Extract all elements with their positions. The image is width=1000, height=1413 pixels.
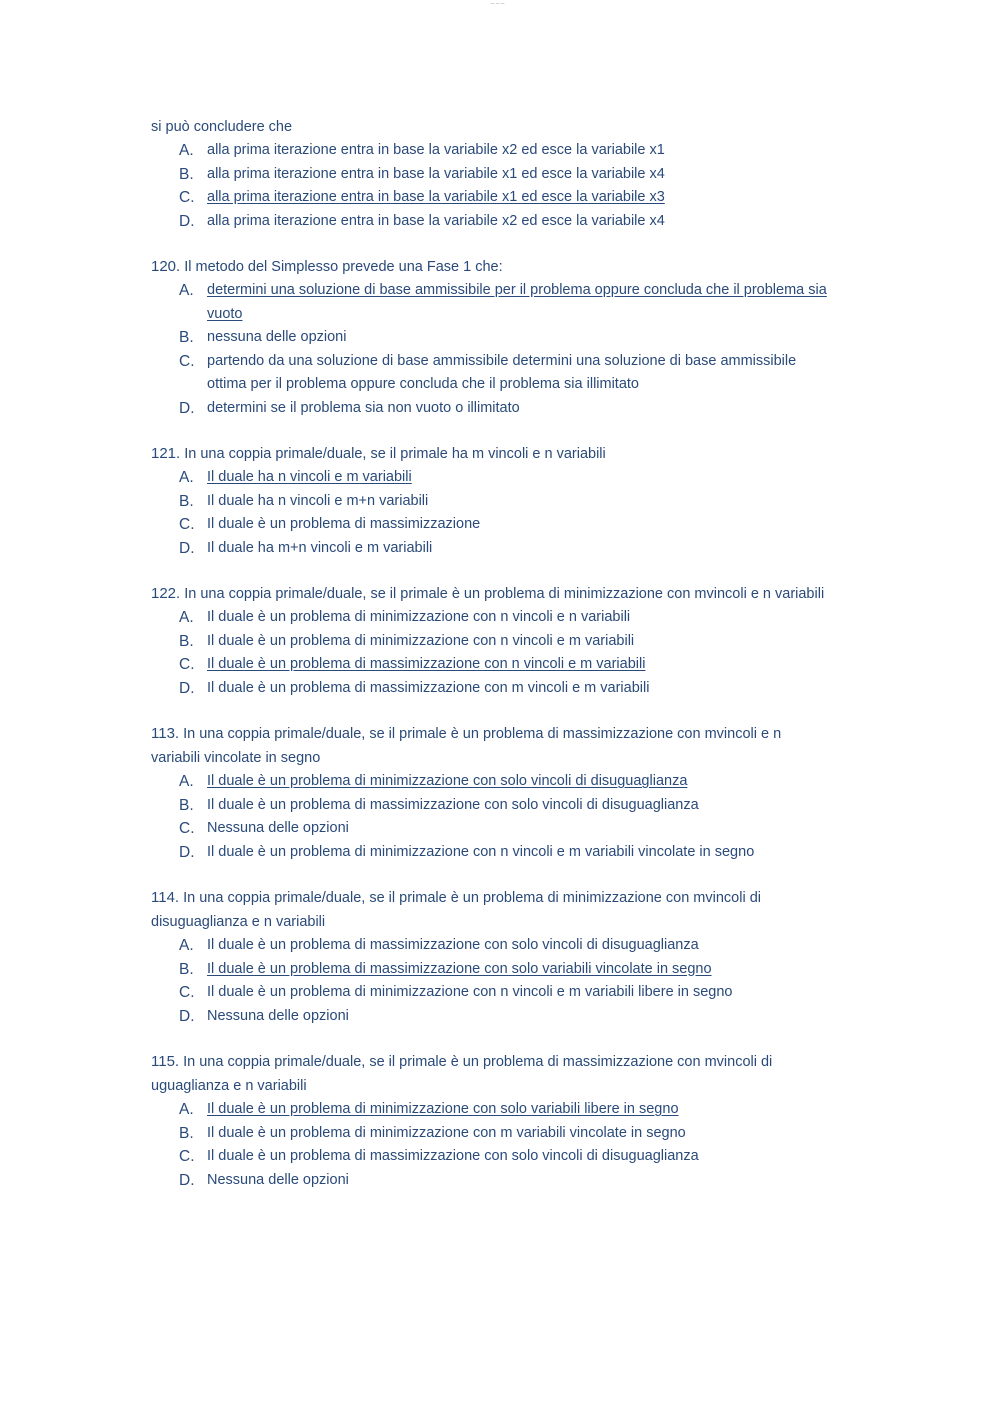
question-text [151, 886, 831, 934]
option-letter: D. [179, 1171, 195, 1189]
option-text: Il duale è un problema di minimizzazione con m variabili vincolate in segno [207, 1124, 686, 1141]
question-list [151, 255, 831, 1192]
answer-options [151, 770, 831, 864]
question-block [151, 886, 831, 1028]
option-letter: C. [179, 516, 195, 533]
question-number: 115. [151, 1053, 180, 1070]
answer-options [151, 139, 831, 233]
question-text: si può concludere che [151, 119, 293, 135]
answer-option[interactable] [151, 1169, 831, 1193]
answer-option[interactable] [151, 958, 831, 982]
answer-option[interactable] [151, 1098, 831, 1122]
option-text: Nessuna delle opzioni [207, 1171, 349, 1188]
option-text: Il duale è un problema di minimizzazione con n vincoli e m variabili [207, 632, 635, 649]
answer-option[interactable] [151, 326, 831, 350]
question-prompt: In una coppia primale/duale, se il primale è un problema di massimizzazione con mvincoli di uguaglianza e n variabili [151, 1054, 773, 1094]
option-letter: C. [179, 189, 195, 206]
option-letter: D. [179, 212, 195, 230]
option-text: Nessuna delle opzioni [207, 820, 349, 836]
answer-option[interactable] [151, 606, 831, 630]
answer-option[interactable] [151, 1005, 831, 1029]
option-text: alla prima iterazione entra in base la variabile x2 ed esce la variabile x1 [207, 142, 665, 158]
answer-option[interactable] [151, 1145, 831, 1169]
answer-option[interactable] [151, 466, 831, 490]
option-letter: D. [179, 679, 195, 697]
answer-option[interactable] [151, 350, 831, 397]
option-letter: B. [179, 165, 194, 183]
question-block-continued [151, 115, 831, 233]
option-letter: A. [179, 773, 194, 790]
answer-option[interactable] [151, 163, 831, 187]
option-text: partendo da una soluzione di base ammissibile determini una soluzione di base ammissibile ottima per il problema oppure concluda che il problema sia illimitato [207, 352, 797, 392]
option-text-correct: Il duale ha n vincoli e m variabili [207, 469, 412, 485]
option-text: Il duale ha n vincoli e m+n variabili [207, 492, 429, 509]
option-letter: A. [179, 937, 194, 954]
answer-option[interactable] [151, 817, 831, 841]
question-prompt: In una coppia primale/duale, se il primale ha m vincoli e n variabili [184, 446, 606, 462]
option-letter: D. [179, 539, 195, 557]
option-text-correct: determini una soluzione di base ammissibile per il problema oppure concluda che il problema sia vuoto [207, 282, 827, 322]
answer-option[interactable] [151, 653, 831, 677]
answer-option[interactable] [151, 490, 831, 514]
question-prompt: In una coppia primale/duale, se il primale è un problema di minimizzazione con mvincoli e n variabili [184, 586, 825, 602]
option-text: Il duale è un problema di massimizzazione con solo vincoli di disuguaglianza [207, 1148, 699, 1164]
question-block [151, 1050, 831, 1192]
answer-options [151, 1098, 831, 1192]
option-letter: A. [179, 142, 194, 159]
option-text: Il duale è un problema di minimizzazione con n vincoli e m variabili vincolate in segno [207, 843, 755, 860]
option-text: Il duale ha m+n vincoli e m variabili [207, 539, 433, 556]
option-text: Il duale è un problema di massimizzazione [207, 516, 481, 532]
option-text: Il duale è un problema di massimizzazione con m vincoli e m variabili [207, 679, 650, 696]
question-text [151, 582, 831, 606]
option-text-correct: Il duale è un problema di minimizzazione con solo vincoli di disuguaglianza [207, 773, 688, 789]
option-letter: B. [179, 492, 194, 510]
option-text: Nessuna delle opzioni [207, 1007, 349, 1024]
page-header-mark: _ _ _ [491, 0, 505, 4]
option-letter: C. [179, 820, 195, 837]
question-prompt: Il metodo del Simplesso prevede una Fase 1 che: [184, 259, 503, 275]
question-text [151, 722, 831, 770]
option-text: alla prima iterazione entra in base la variabile x1 ed esce la variabile x4 [207, 165, 665, 182]
option-letter: B. [179, 1124, 194, 1142]
question-number: 120. [151, 258, 181, 275]
option-letter: B. [179, 796, 194, 814]
option-text: Il duale è un problema di minimizzazione con n vincoli e n variabili [207, 609, 631, 625]
option-letter: A. [179, 1101, 194, 1118]
option-letter: B. [179, 960, 194, 978]
question-block [151, 582, 831, 700]
answer-option[interactable] [151, 630, 831, 654]
option-text: Il duale è un problema di minimizzazione con n vincoli e m variabili libere in segno [207, 984, 733, 1000]
answer-option[interactable] [151, 186, 831, 210]
answer-option[interactable] [151, 934, 831, 958]
answer-option[interactable] [151, 981, 831, 1005]
option-letter: B. [179, 632, 194, 650]
option-letter: C. [179, 656, 195, 673]
option-text: alla prima iterazione entra in base la variabile x2 ed esce la variabile x4 [207, 212, 665, 229]
option-letter: C. [179, 1148, 195, 1165]
answer-options [151, 279, 831, 420]
question-number: 113. [151, 725, 180, 742]
question-block [151, 255, 831, 420]
option-letter: C. [179, 984, 195, 1001]
option-text-correct: Il duale è un problema di massimizzazione con solo variabili vincolate in segno [207, 960, 712, 977]
question-prompt: In una coppia primale/duale, se il primale è un problema di massimizzazione con mvincoli e n variabili vincolate in segno [151, 726, 782, 766]
option-letter: D. [179, 1007, 195, 1025]
answer-option[interactable] [151, 841, 831, 865]
option-letter: B. [179, 329, 194, 346]
answer-option[interactable] [151, 210, 831, 234]
option-text-correct: alla prima iterazione entra in base la variabile x1 ed esce la variabile x3 [207, 189, 665, 205]
answer-option[interactable] [151, 770, 831, 794]
question-text [151, 1050, 831, 1098]
answer-option[interactable] [151, 794, 831, 818]
answer-option[interactable] [151, 279, 831, 326]
option-letter: D. [179, 399, 195, 417]
option-letter: A. [179, 282, 194, 299]
option-letter: C. [179, 352, 195, 370]
answer-options [151, 466, 831, 560]
answer-option[interactable] [151, 677, 831, 701]
option-text: Il duale è un problema di massimizzazione con solo vincoli di disuguaglianza [207, 937, 699, 953]
question-number: 121. [151, 445, 181, 462]
question-prompt: In una coppia primale/duale, se il primale è un problema di minimizzazione con mvincoli di disuguaglianza e n variabili [151, 890, 761, 930]
answer-options [151, 606, 831, 700]
answer-option[interactable] [151, 1122, 831, 1146]
question-text [151, 442, 831, 466]
option-text: nessuna delle opzioni [207, 329, 347, 345]
question-block [151, 442, 831, 560]
question-text [151, 255, 831, 279]
option-text: determini se il problema sia non vuoto o illimitato [207, 399, 520, 416]
quiz-content [151, 115, 831, 1214]
answer-options [151, 934, 831, 1028]
question-block [151, 722, 831, 864]
option-text: Il duale è un problema di massimizzazione con solo vincoli di disuguaglianza [207, 796, 699, 813]
question-number: 122. [151, 585, 181, 602]
question-number: 114. [151, 889, 180, 906]
option-letter: D. [179, 843, 195, 861]
answer-option[interactable] [151, 537, 831, 561]
answer-option[interactable] [151, 397, 831, 421]
option-text-correct: Il duale è un problema di massimizzazione con n vincoli e m variabili [207, 656, 646, 672]
option-letter: A. [179, 469, 194, 486]
option-letter: A. [179, 609, 194, 626]
option-text-correct: Il duale è un problema di minimizzazione con solo variabili libere in segno [207, 1101, 679, 1117]
answer-option[interactable] [151, 139, 831, 163]
answer-option[interactable] [151, 513, 831, 537]
